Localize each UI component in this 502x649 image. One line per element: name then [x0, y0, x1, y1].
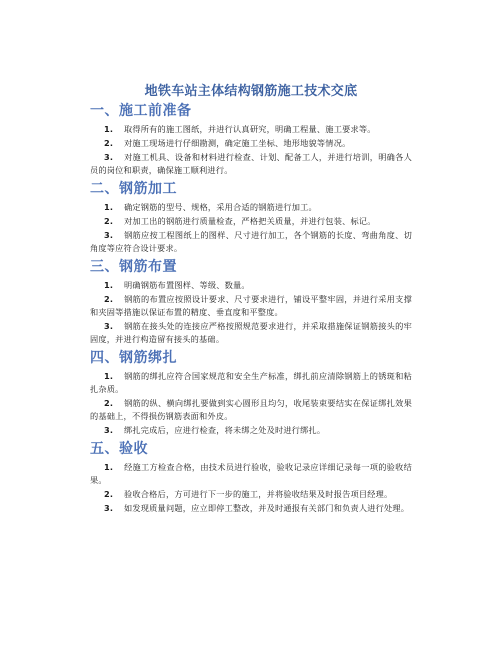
- list-item: [90, 370, 412, 396]
- item-text: 钢筋应按工程图纸上的图样、尺寸进行加工，各个钢筋的长度、弯曲角度、切角度等应符合设计要求。: [90, 230, 412, 253]
- item-text: 经施工方检查合格，由技术员进行验收，验收记录应详细记录每一项的验收结果。: [90, 462, 412, 485]
- item-text: 对加工出的钢筋进行质量检查，严格把关质量，并进行包装、标记。: [124, 216, 376, 226]
- section-heading: 四、钢筋绑扎: [90, 350, 177, 366]
- item-number: 1.: [104, 280, 114, 290]
- list-item: [90, 215, 412, 228]
- item-text: 验收合格后，方可进行下一步的施工，并将验收结果及时报告项目经理。: [124, 489, 393, 499]
- item-number: 3.: [104, 425, 114, 435]
- list-item: [90, 229, 412, 255]
- item-number: 3.: [104, 503, 114, 513]
- list-item: [90, 137, 412, 150]
- item-number: 2.: [104, 489, 114, 499]
- item-text: 对施工机具、设备和材料进行检查、计划、配备工人，并进行培训，明确各人员的岗位和职责，确保施工顺利进行。: [90, 152, 412, 175]
- item-text: 钢筋的纵、横向绑扎要做到实心圆形且均匀，收尾装束要结实在保证绑扎效果的基础上，不得损伤钢筋表面和外皮。: [90, 398, 412, 421]
- item-number: 3.: [104, 152, 114, 162]
- document-body: [90, 100, 412, 518]
- list-item: [90, 279, 412, 292]
- item-number: 1.: [104, 124, 114, 134]
- item-text: 钢筋的绑扎应符合国家规范和安全生产标准，绑扎前应清除钢筋上的锈斑和粘扎杂质。: [90, 371, 412, 394]
- section-heading: 二、钢筋加工: [90, 181, 177, 197]
- list-item: [90, 123, 412, 136]
- item-number: 1.: [104, 462, 114, 472]
- item-number: 2.: [104, 398, 114, 408]
- item-number: 1.: [104, 371, 114, 381]
- list-item: [90, 293, 412, 319]
- section-heading: 五、验收: [90, 441, 148, 457]
- list-item: [90, 502, 412, 515]
- list-item: [90, 201, 412, 214]
- section-heading: 一、施工前准备: [90, 103, 192, 119]
- section-rebar-binding: [90, 349, 412, 437]
- list-item: [90, 320, 412, 346]
- item-number: 1.: [104, 202, 114, 212]
- item-number: 2.: [104, 138, 114, 148]
- item-number: 3.: [104, 230, 114, 240]
- section-heading: 三、钢筋布置: [90, 259, 177, 275]
- list-item: [90, 488, 412, 501]
- item-number: 2.: [104, 294, 114, 304]
- list-item: [90, 424, 412, 437]
- item-number: 3.: [104, 321, 114, 331]
- item-text: 取得所有的施工图纸，并进行认真研究，明确工程量、施工要求等。: [124, 124, 376, 134]
- list-item: [90, 397, 412, 423]
- item-text: 钢筋的布置应按照设计要求、尺寸要求进行，铺设平整牢固，并进行采用支撑和夹固等措施以保证布置的精度、垂直度和平整度。: [90, 294, 412, 317]
- section-rebar-layout: [90, 258, 412, 346]
- section-acceptance: [90, 440, 412, 515]
- section-preparation: [90, 102, 412, 177]
- list-item: [90, 151, 412, 177]
- item-text: 对施工现场进行仔细勘测，确定施工坐标、地形地貌等情况。: [124, 138, 351, 148]
- list-item: [90, 461, 412, 487]
- item-text: 钢筋在接头处的连接应严格按照规范要求进行，并采取措施保证钢筋接头的牢固度，并进行构造留有接头的基础。: [90, 321, 412, 344]
- item-number: 2.: [104, 216, 114, 226]
- item-text: 如发现质量问题，应立即停工整改，并及时通报有关部门和负责人进行处理。: [124, 503, 410, 513]
- item-text: 绑扎完成后，应进行检查，将未绑之处及时进行绑扎。: [124, 425, 326, 435]
- item-text: 明确钢筋布置图样、等级、数量。: [124, 280, 250, 290]
- document-title: 地铁车站主体结构钢筋施工技术交底: [144, 84, 358, 99]
- item-text: 确定钢筋的型号、规格，采用合适的钢筋进行加工。: [124, 202, 317, 212]
- section-rebar-processing: [90, 180, 412, 255]
